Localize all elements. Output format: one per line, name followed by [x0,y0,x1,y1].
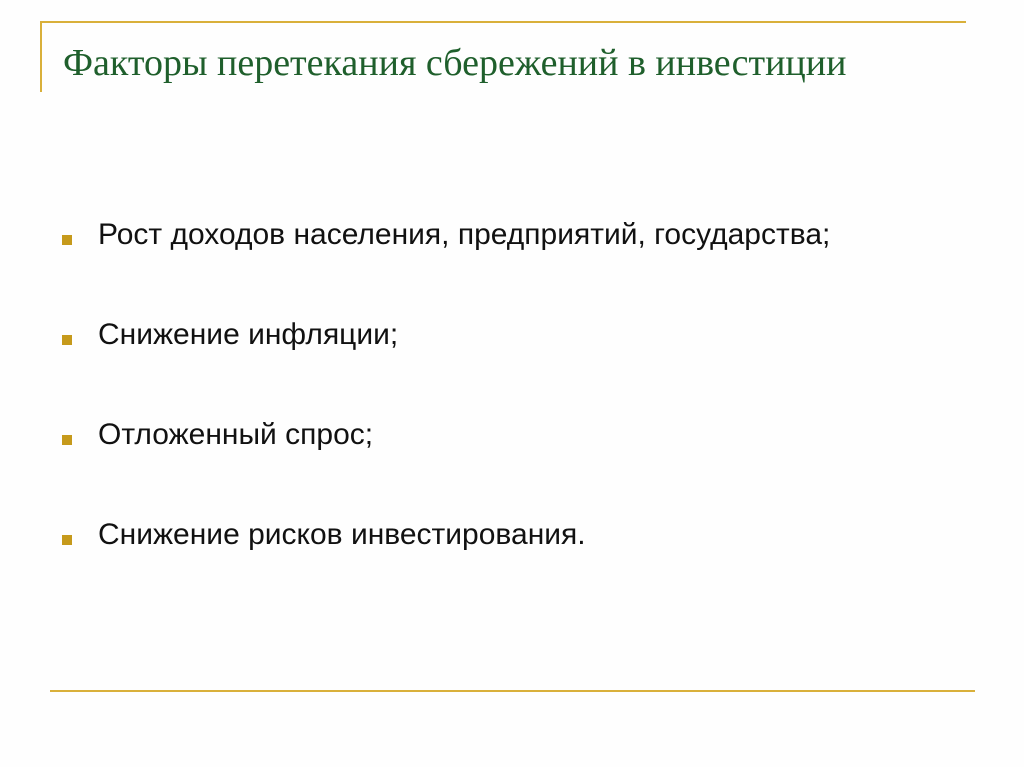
bullet-text: Отложенный спрос; [98,418,374,451]
bullet-text: Снижение рисков инвестирования. [98,518,586,551]
left-decorative-rule [40,21,42,92]
square-bullet-icon [62,235,72,245]
square-bullet-icon [62,335,72,345]
bullet-item [62,505,962,605]
bullet-text: Снижение инфляции; [98,318,399,351]
slide-title: Факторы перетекания сбережений в инвестиции [63,42,847,84]
bullet-text: Рост доходов населения, предприятий, государства; [98,218,831,251]
bottom-decorative-rule [50,690,975,692]
bullet-item [62,205,962,305]
bullet-list [62,205,962,605]
top-decorative-rule [40,21,966,23]
bullet-item [62,405,962,505]
square-bullet-icon [62,435,72,445]
bullet-item [62,305,962,405]
square-bullet-icon [62,535,72,545]
